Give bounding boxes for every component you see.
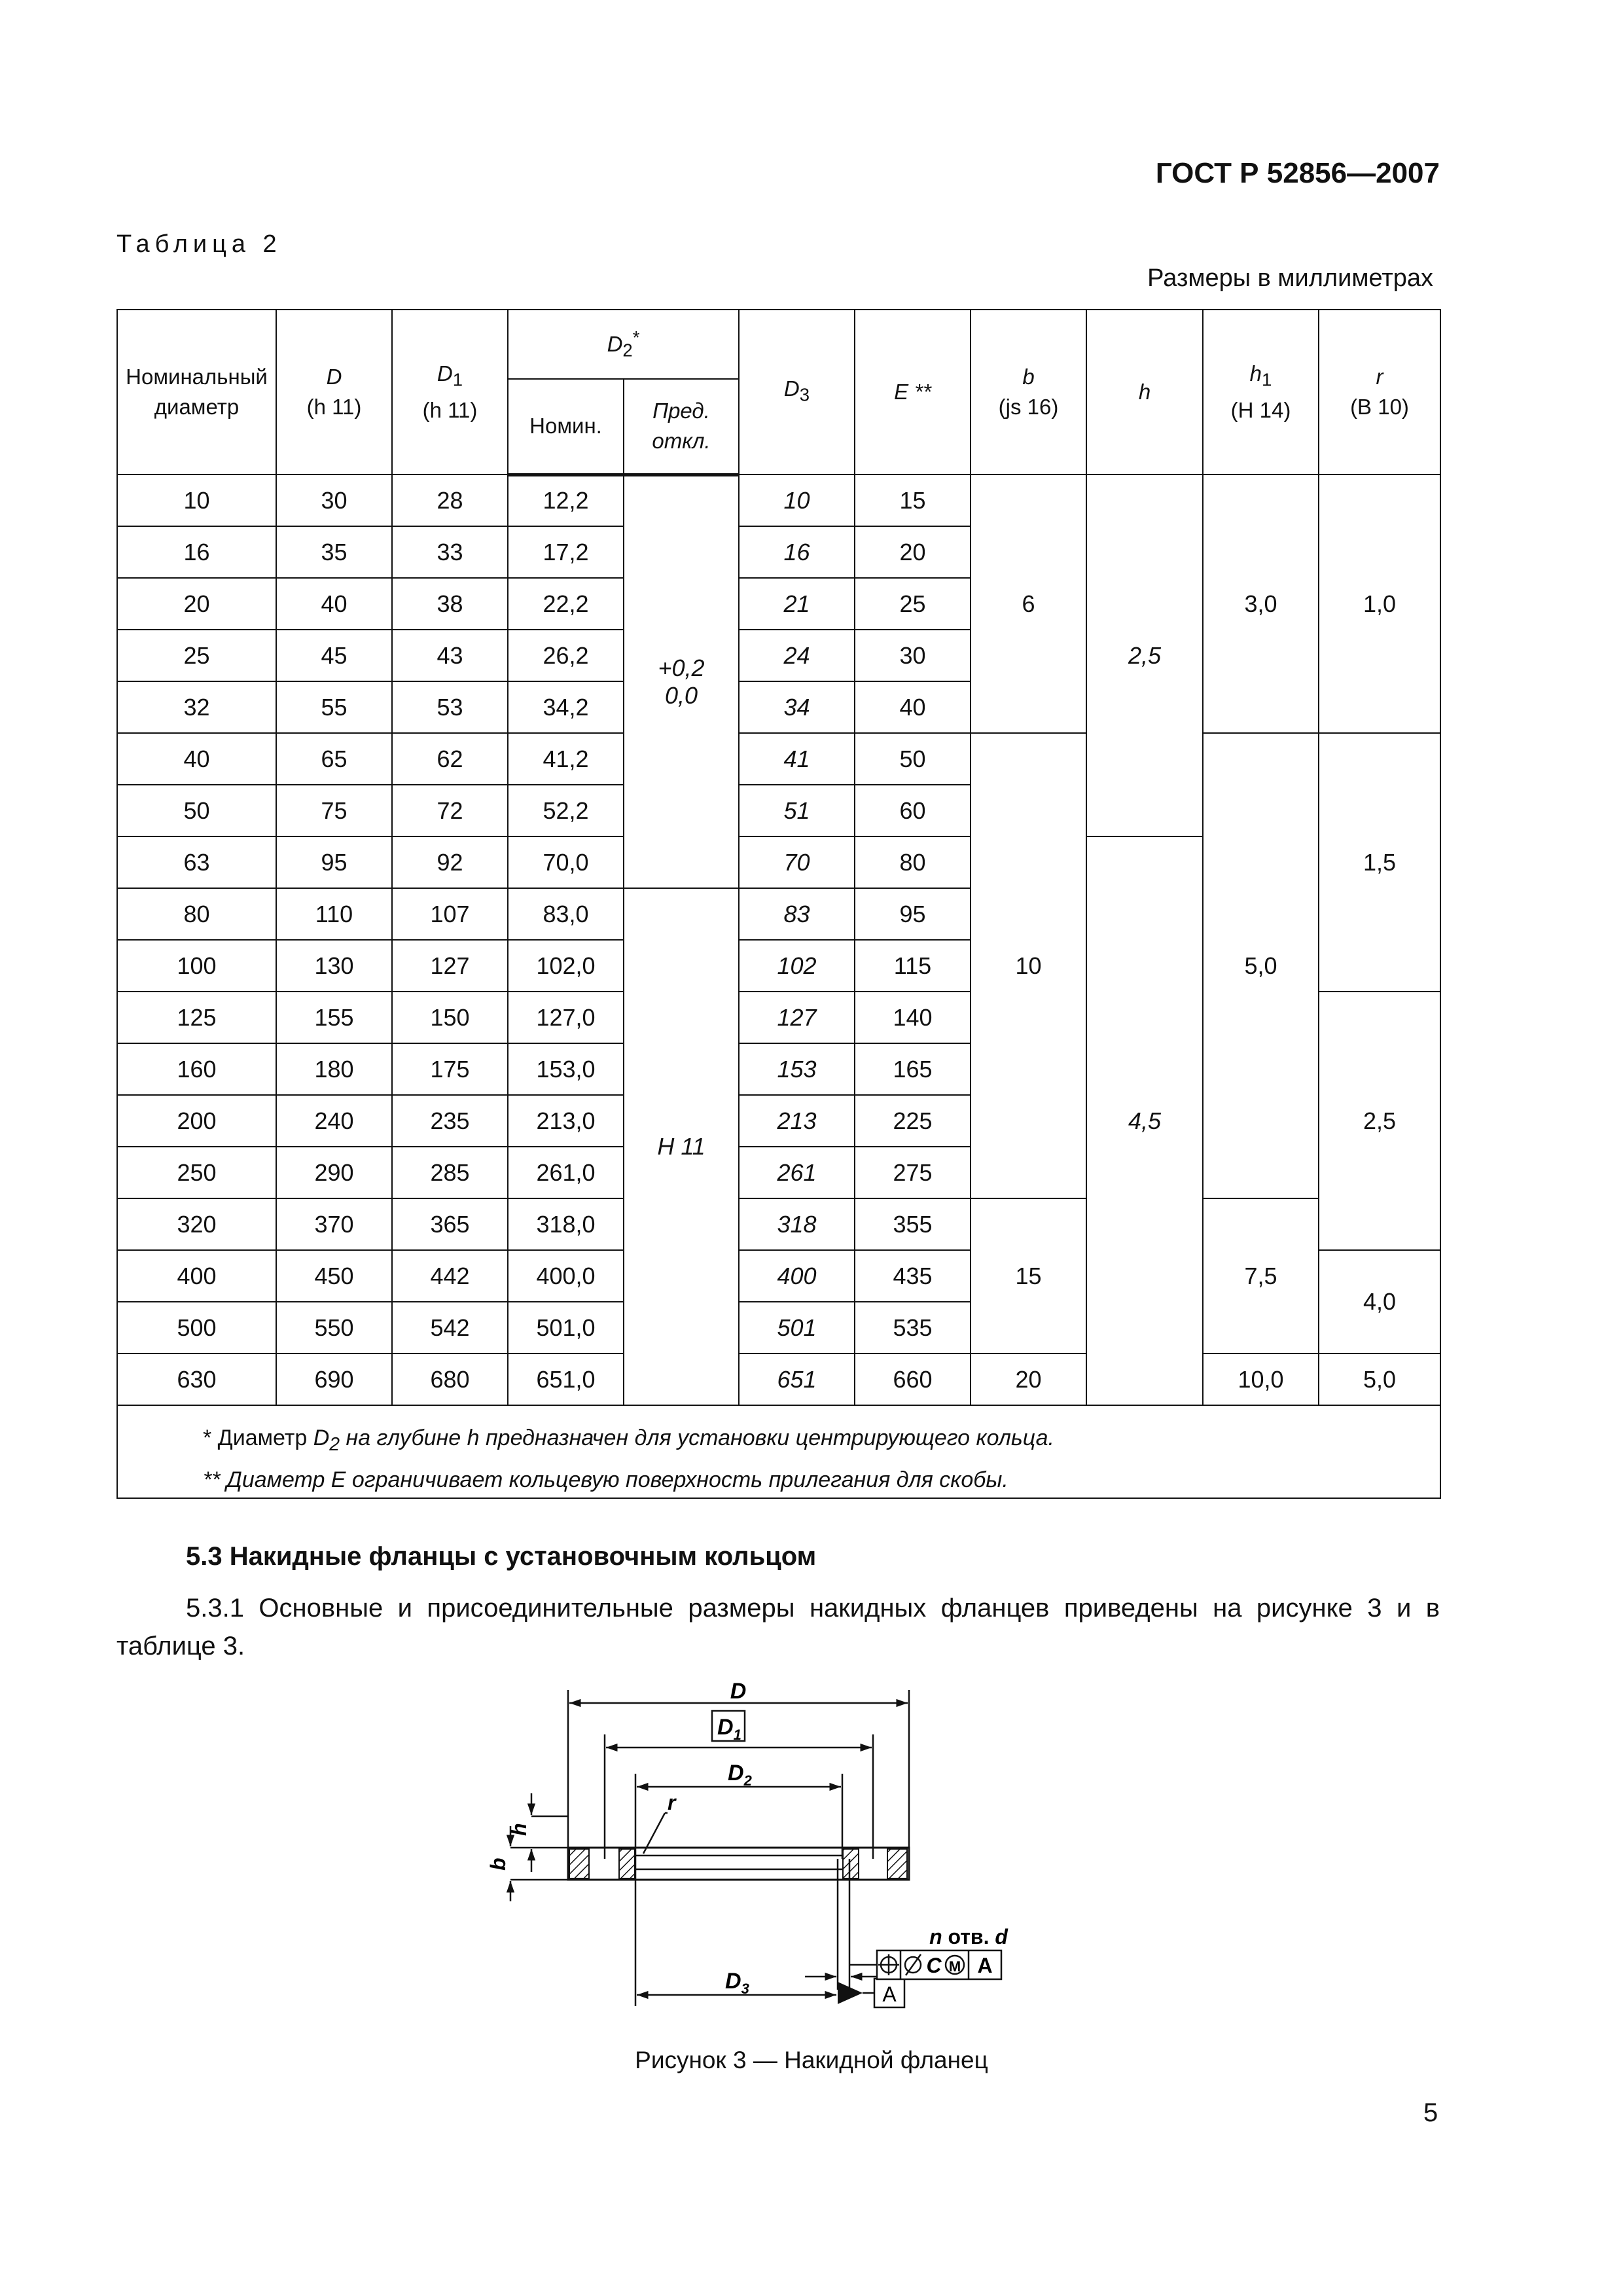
- footnotes-row: [117, 1405, 1440, 1498]
- table-row: [117, 1198, 1440, 1250]
- frame-A: A: [977, 1954, 993, 1977]
- cell-h1-group-4: 10,0: [1203, 1354, 1319, 1405]
- cell-D2: 400,0: [508, 1250, 624, 1302]
- cell-r-group-2: 1,5: [1319, 733, 1440, 992]
- cell-D3: 10: [739, 475, 855, 526]
- cell-D1: 542: [392, 1302, 508, 1354]
- cell-dn: 20: [117, 578, 276, 630]
- cell-D3: 51: [739, 785, 855, 836]
- cell-b-group-2: 10: [971, 733, 1086, 1198]
- cell-dn: 400: [117, 1250, 276, 1302]
- datum-A: A: [882, 1982, 897, 2006]
- cell-D2: 318,0: [508, 1198, 624, 1250]
- cell-D1: 28: [392, 475, 508, 526]
- cell-b-group-4: 20: [971, 1354, 1086, 1405]
- label-D1: $D_1$: [717, 1715, 741, 1743]
- cell-D1: 365: [392, 1198, 508, 1250]
- cell-dn: 32: [117, 681, 276, 733]
- cell-dn: 40: [117, 733, 276, 785]
- cell-D3: 102: [739, 940, 855, 992]
- cell-dev-group-1: +0,2 0,0: [624, 475, 739, 888]
- cell-D3: 21: [739, 578, 855, 630]
- frame-M: M: [948, 1958, 961, 1975]
- cell-D3: 651: [739, 1354, 855, 1405]
- flange-drawing: [471, 1676, 1099, 2029]
- figure-caption: Рисунок 3 — Накидной фланец: [635, 2047, 988, 2073]
- cell-E: 50: [855, 733, 971, 785]
- label-D2: $D_2$: [728, 1761, 752, 1789]
- cell-D1: 285: [392, 1147, 508, 1198]
- cell-dn: 125: [117, 992, 276, 1043]
- label-b: b: [486, 1857, 510, 1871]
- cell-E: 15: [855, 475, 971, 526]
- label-D3: $D_3$: [725, 1969, 749, 1997]
- header-E: E **: [855, 310, 971, 475]
- cell-h1-group-1: 3,0: [1203, 475, 1319, 733]
- cell-E: 435: [855, 1250, 971, 1302]
- cell-D: 180: [276, 1043, 392, 1095]
- label-h: h: [507, 1823, 531, 1836]
- cell-D2: 213,0: [508, 1095, 624, 1147]
- cell-D1: 150: [392, 992, 508, 1043]
- cell-b-group-1: 6: [971, 475, 1086, 733]
- cell-D3: 153: [739, 1043, 855, 1095]
- cell-E: 225: [855, 1095, 971, 1147]
- cell-E: 140: [855, 992, 971, 1043]
- cell-D: 450: [276, 1250, 392, 1302]
- cell-D1: 72: [392, 785, 508, 836]
- header-h: h: [1086, 310, 1203, 475]
- header-D2-deviation: Пред. откл.: [624, 379, 739, 475]
- cell-dn: 63: [117, 836, 276, 888]
- footnote-2: ** Диаметр E ограничивает кольцевую поверхность прилегания для скобы.: [203, 1467, 1008, 1492]
- cell-E: 30: [855, 630, 971, 681]
- cell-D2: 26,2: [508, 630, 624, 681]
- label-holes: n отв. d: [929, 1925, 1008, 1948]
- section-heading: 5.3 Накидные фланцы с установочным кольцом: [186, 1542, 817, 1571]
- cell-D2: 127,0: [508, 992, 624, 1043]
- cell-D3: 34: [739, 681, 855, 733]
- cell-dn: 500: [117, 1302, 276, 1354]
- cell-D2: 153,0: [508, 1043, 624, 1095]
- cell-dev-group-2: H 11: [624, 888, 739, 1405]
- cell-D3: 261: [739, 1147, 855, 1198]
- table-row: [117, 1354, 1440, 1405]
- cell-E: 80: [855, 836, 971, 888]
- cell-D3: 24: [739, 630, 855, 681]
- section-paragraph: 5.3.1 Основные и присоединительные размеры накидных фланцев приведены на рисунке 3 и в таблице 3.: [116, 1594, 1440, 1660]
- cell-D3: 16: [739, 526, 855, 578]
- cell-dn: 320: [117, 1198, 276, 1250]
- cell-D: 155: [276, 992, 392, 1043]
- cell-D2: 70,0: [508, 836, 624, 888]
- cell-dn: 80: [117, 888, 276, 940]
- cell-D: 290: [276, 1147, 392, 1198]
- cell-dn: 160: [117, 1043, 276, 1095]
- cell-D: 40: [276, 578, 392, 630]
- cell-D2: 651,0: [508, 1354, 624, 1405]
- label-r: r: [668, 1791, 676, 1814]
- cell-dn: 10: [117, 475, 276, 526]
- cell-r-group-5: 5,0: [1319, 1354, 1440, 1405]
- header-D: D (h 11): [276, 310, 392, 475]
- cell-b-group-3: 15: [971, 1198, 1086, 1354]
- cell-D: 690: [276, 1354, 392, 1405]
- header-b: b (js 16): [971, 310, 1086, 475]
- cell-D: 30: [276, 475, 392, 526]
- cell-D: 75: [276, 785, 392, 836]
- page-number: 5: [1423, 2098, 1438, 2127]
- cell-r-group-3: 2,5: [1319, 992, 1440, 1250]
- cell-E: 660: [855, 1354, 971, 1405]
- dimensions-table-container: [116, 309, 1440, 1498]
- cell-h-group-1: 2,5: [1086, 475, 1203, 836]
- label-D: D: [730, 1679, 747, 1704]
- header-h1: $h_1$ (H 14): [1203, 310, 1319, 475]
- cell-D: 240: [276, 1095, 392, 1147]
- cell-E: 355: [855, 1198, 971, 1250]
- cell-dn: 100: [117, 940, 276, 992]
- cell-E: 60: [855, 785, 971, 836]
- cell-D: 550: [276, 1302, 392, 1354]
- header-D2-nominal: Номин.: [508, 379, 624, 475]
- cell-D3: 83: [739, 888, 855, 940]
- cell-D3: 127: [739, 992, 855, 1043]
- cell-D1: 53: [392, 681, 508, 733]
- cell-D2: 41,2: [508, 733, 624, 785]
- cell-D: 65: [276, 733, 392, 785]
- cell-E: 20: [855, 526, 971, 578]
- cell-D1: 175: [392, 1043, 508, 1095]
- cell-D: 95: [276, 836, 392, 888]
- cell-D: 35: [276, 526, 392, 578]
- table-row: [117, 475, 1440, 526]
- cell-D: 110: [276, 888, 392, 940]
- cell-D3: 318: [739, 1198, 855, 1250]
- footnote-1: * Диаметр $D_2$ на глубине h предназначен для установки центрирующего кольца.: [203, 1426, 1054, 1455]
- cell-D2: 261,0: [508, 1147, 624, 1198]
- cell-E: 535: [855, 1302, 971, 1354]
- cell-dn: 25: [117, 630, 276, 681]
- cell-D1: 680: [392, 1354, 508, 1405]
- cell-D: 130: [276, 940, 392, 992]
- table-footnotes: [117, 1405, 1440, 1498]
- units-note: Размеры в миллиметрах: [1147, 264, 1433, 292]
- cell-D1: 127: [392, 940, 508, 992]
- table-row: [117, 733, 1440, 785]
- cell-D: 370: [276, 1198, 392, 1250]
- cell-D2: 102,0: [508, 940, 624, 992]
- cell-D1: 62: [392, 733, 508, 785]
- cell-r-group-1: 1,0: [1319, 475, 1440, 733]
- cell-D1: 33: [392, 526, 508, 578]
- frame-C: C: [926, 1954, 942, 1977]
- cell-r-group-4: 4,0: [1319, 1250, 1440, 1354]
- cell-E: 95: [855, 888, 971, 940]
- cell-E: 115: [855, 940, 971, 992]
- cell-E: 40: [855, 681, 971, 733]
- cell-D3: 41: [739, 733, 855, 785]
- cell-D3: 400: [739, 1250, 855, 1302]
- cell-D1: 235: [392, 1095, 508, 1147]
- header-nominal: Номинальный диаметр: [117, 310, 276, 475]
- header-D2: $D_2^*$: [508, 310, 739, 379]
- cell-D1: 92: [392, 836, 508, 888]
- cell-h1-group-2: 5,0: [1203, 733, 1319, 1198]
- cell-E: 25: [855, 578, 971, 630]
- cell-D2: 34,2: [508, 681, 624, 733]
- table-caption: Таблица 2: [116, 230, 282, 258]
- cell-D2: 501,0: [508, 1302, 624, 1354]
- cell-D2: 17,2: [508, 526, 624, 578]
- cell-D: 55: [276, 681, 392, 733]
- cell-D3: 501: [739, 1302, 855, 1354]
- cell-E: 275: [855, 1147, 971, 1198]
- header-r: r (B 10): [1319, 310, 1440, 475]
- cell-D1: 107: [392, 888, 508, 940]
- header-D1: $D_1$ (h 11): [392, 310, 508, 475]
- cell-D2: 52,2: [508, 785, 624, 836]
- cell-D: 45: [276, 630, 392, 681]
- cell-dn: 250: [117, 1147, 276, 1198]
- cell-dn: 16: [117, 526, 276, 578]
- cell-D2: 22,2: [508, 578, 624, 630]
- document-header: ГОСТ Р 52856—2007: [1155, 157, 1440, 189]
- cell-dn: 630: [117, 1354, 276, 1405]
- cell-E: 165: [855, 1043, 971, 1095]
- cell-D1: 38: [392, 578, 508, 630]
- cell-D3: 213: [739, 1095, 855, 1147]
- cell-D1: 442: [392, 1250, 508, 1302]
- cell-D2: 83,0: [508, 888, 624, 940]
- dimensions-table: [116, 309, 1441, 1499]
- cell-D1: 43: [392, 630, 508, 681]
- cell-D3: 70: [739, 836, 855, 888]
- cell-D2: 12,2: [508, 475, 624, 526]
- cell-h-group-2: 4,5: [1086, 836, 1203, 1405]
- cell-dn: 200: [117, 1095, 276, 1147]
- cell-h1-group-3: 7,5: [1203, 1198, 1319, 1354]
- cell-dn: 50: [117, 785, 276, 836]
- header-D3: $D_3$: [739, 310, 855, 475]
